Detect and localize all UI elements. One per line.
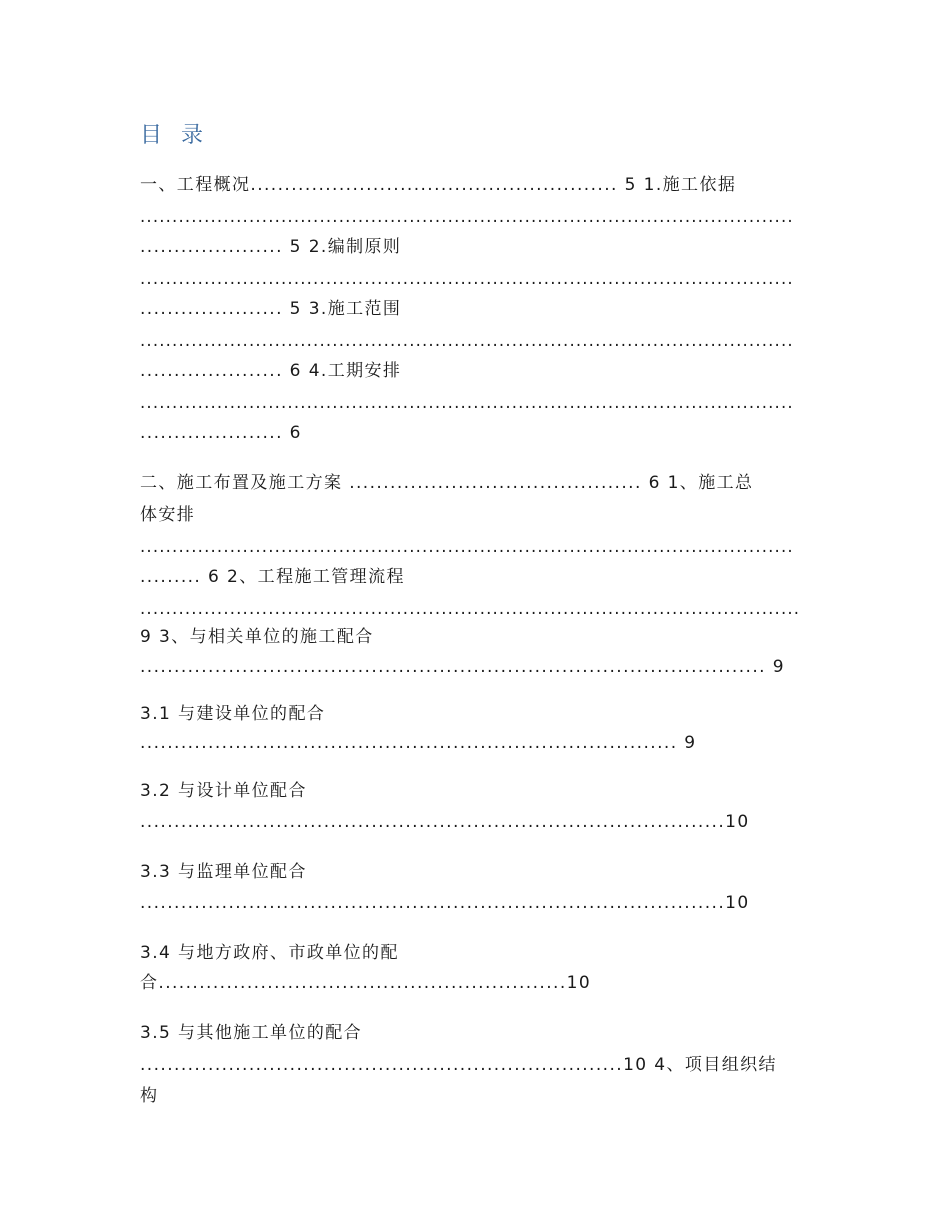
toc-line: ...................................................................................................... (140, 393, 794, 412)
toc-line: 3.5 与其他施工单位的配合 (140, 1023, 363, 1043)
toc-line: ...................................................................................................... (140, 331, 794, 350)
toc-line: 3.1 与建设单位的配合 (140, 704, 326, 724)
toc-line: 二、施工布置及施工方案 ........................................... 6 1、施工总 (140, 473, 754, 493)
toc-line: ..................... 5 2.编制原则 (140, 237, 402, 257)
toc-line: 3.3 与监理单位配合 (140, 862, 307, 882)
toc-title: 目 录 (140, 123, 209, 148)
toc-line: 一、工程概况...................................................... 5 1.施工依据 (140, 175, 737, 195)
toc-line: ......................................................................................10 (140, 812, 750, 832)
toc-line: ..................... 6 (140, 423, 302, 443)
toc-line: ............................................................................... 9 (140, 733, 697, 753)
toc-line: 构 (140, 1086, 159, 1106)
toc-line: ...................................................................................................... (140, 207, 794, 226)
toc-line: ...................................................................................................... (140, 537, 794, 556)
toc-line: ..................... 6 4.工期安排 (140, 361, 402, 381)
toc-line: .......................................................................10 4、项目组织结 (140, 1055, 777, 1075)
toc-line: ......... 6 2、工程施工管理流程 (140, 567, 405, 587)
toc-line: ..................... 5 3.施工范围 (140, 299, 402, 319)
toc-line: ...................................................................................................... (140, 269, 794, 288)
toc-line: ....................................................................................................... (140, 599, 801, 618)
toc-line: 合............................................................10 (140, 973, 592, 993)
toc-line: ......................................................................................10 (140, 893, 750, 913)
toc-line: 3.2 与设计单位配合 (140, 781, 307, 801)
toc-line: 体安排 (140, 505, 196, 525)
toc-line: ............................................................................................ 9 (140, 657, 785, 677)
toc-line: 9 3、与相关单位的施工配合 (140, 627, 374, 647)
toc-line: 3.4 与地方政府、市政单位的配 (140, 943, 399, 963)
